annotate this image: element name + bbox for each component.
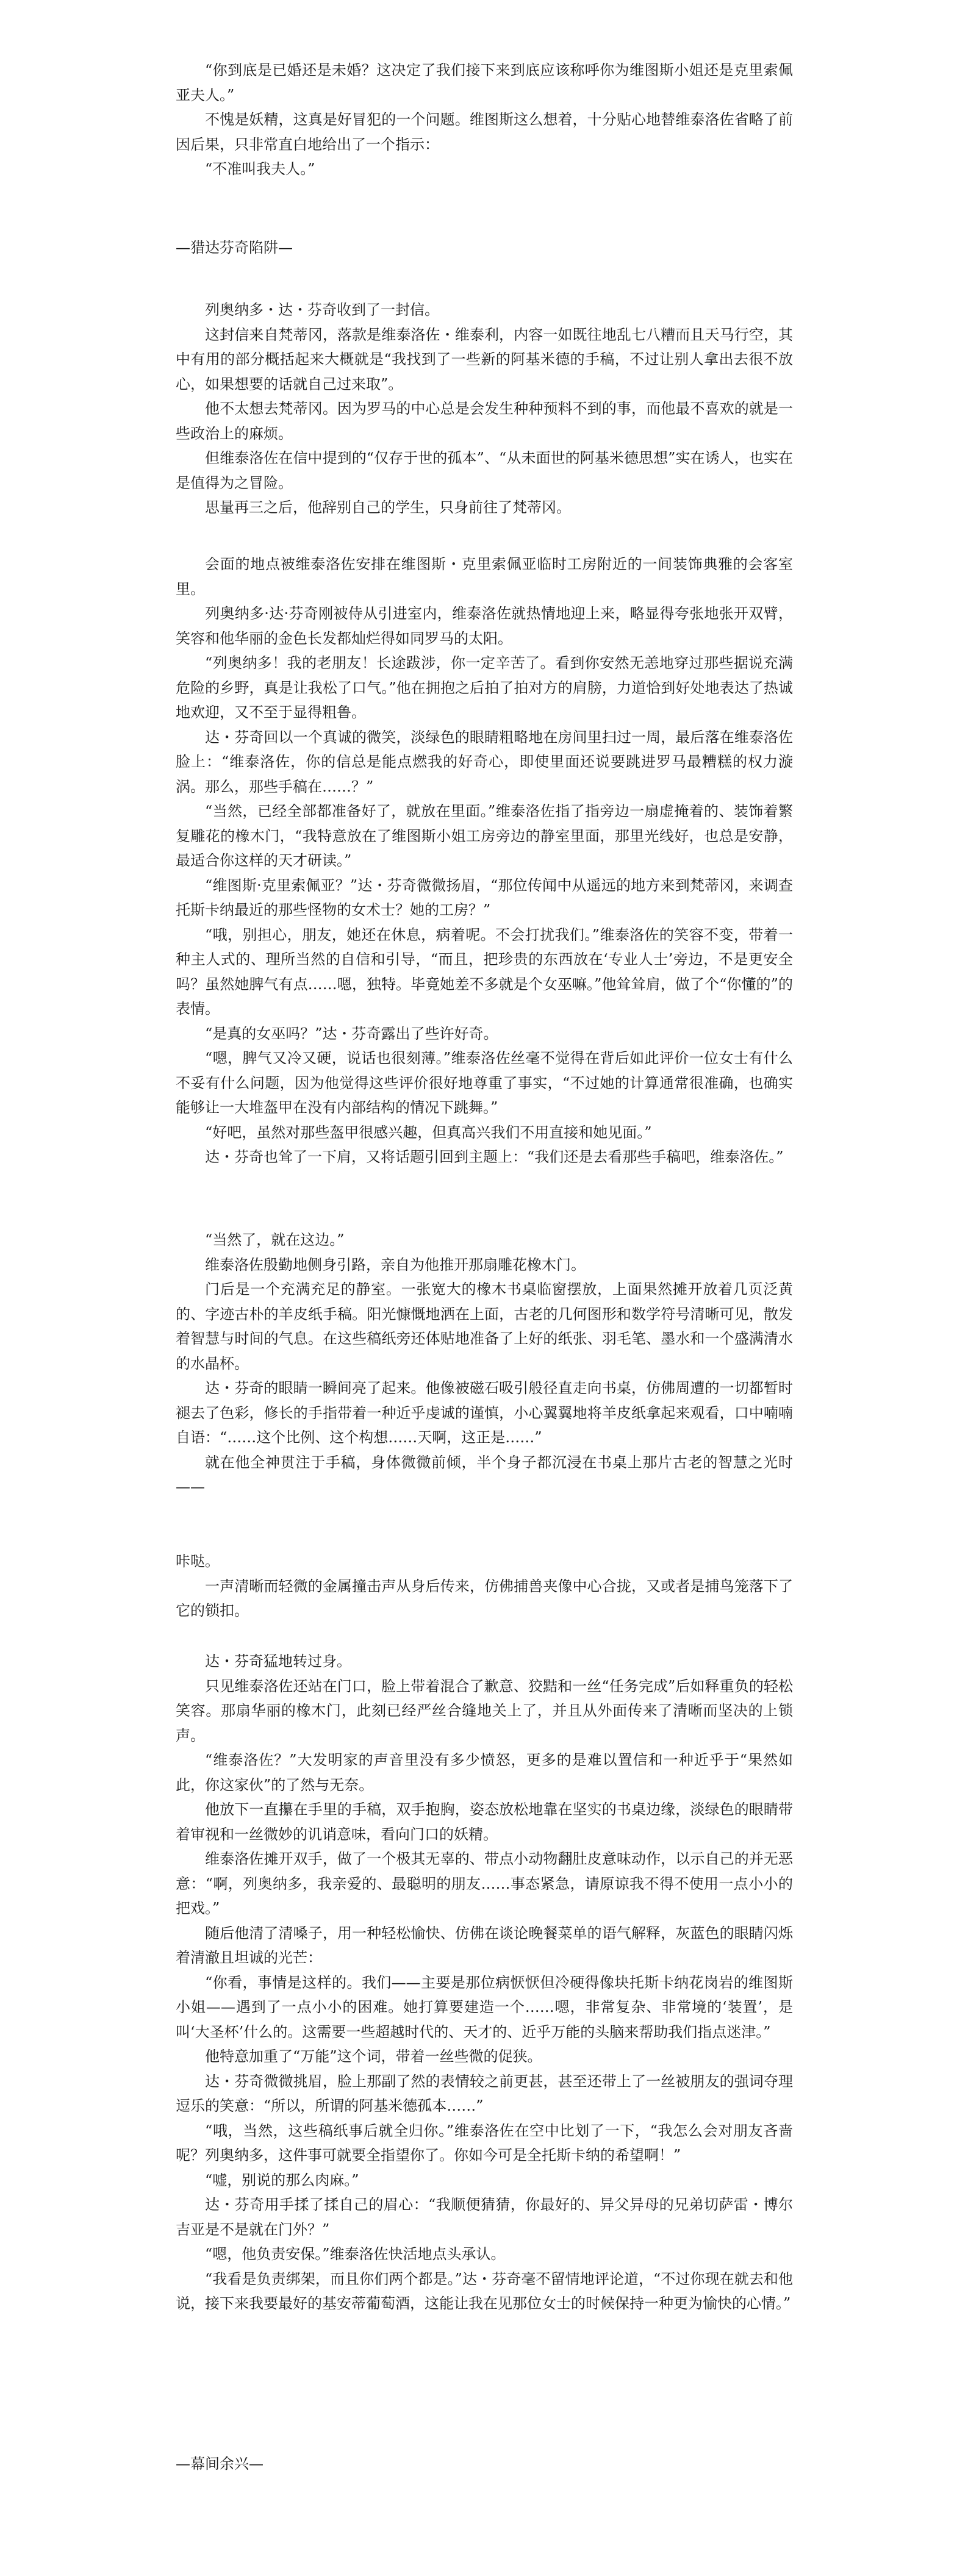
paragraph: 会面的地点被维泰洛佐安排在维图斯・克里索佩亚临时工房附近的一间装饰典雅的会客室里。 — [176, 556, 793, 598]
paragraph: “不准叫我夫人。” — [205, 160, 315, 177]
paragraph: “是真的女巫吗？”达・芬奇露出了些许好奇。 — [205, 1025, 498, 1042]
paragraph: 维泰洛佐殷勤地侧身引路，亲自为他推开那扇雕花橡木门。 — [205, 1256, 586, 1273]
paragraph: 列奥纳多・达・芬奇收到了一封信。 — [205, 301, 439, 318]
paragraph: 思量再三之后，他辞别自己的学生，只身前往了梵蒂冈。 — [205, 499, 571, 516]
part2-block — [176, 552, 793, 1170]
paragraph: 随后他清了清嗓子，用一种轻松愉快、仿佛在谈论晚餐菜单的语气解释，灰蓝色的眼睛闪烁着清澈且坦诚的光芒： — [176, 1924, 793, 1966]
paragraph: 但维泰洛佐在信中提到的“仅存于世的孤本”、“从未面世的阿基米德思想”实在诱人，也实在是值得为之冒险。 — [176, 449, 793, 492]
paragraph: 达・芬奇微微挑眉，脸上那副了然的表情较之前更甚，甚至还带上了一丝被朋友的强词夺理逗乐的笑意：“所以，所谓的阿基米德孤本……” — [176, 2072, 793, 2114]
paragraph: “你到底是已婚还是未婚？这决定了我们接下来到底应该称呼你为维图斯小姐还是克里索佩亚夫人。” — [176, 62, 793, 104]
paragraph: 他放下一直攥在手里的手稿，双手抱胸，姿态放松地靠在坚实的书桌边缘，淡绿色的眼睛带着审视和一丝微妙的讥诮意味，看向门口的妖精。 — [176, 1801, 793, 1843]
paragraph: 一声清晰而轻微的金属撞击声从身后传来，仿佛捕兽夹像中心合拢，又或者是捕鸟笼落下了它的锁扣。 — [176, 1577, 793, 1619]
paragraph: “嗯，脾气又冷又硬，说话也很刻薄。”维泰洛佐丝毫不觉得在背后如此评价一位女士有什么不妥有什么问题，因为他觉得这些评价很好地尊重了事实，“不过她的计算通常很准确，也确实能够让一大堆盔甲在没有内部结构的情况下跳舞。” — [176, 1050, 793, 1116]
footer-title: —幕间余兴— — [176, 2455, 264, 2472]
paragraph: 门后是一个充满充足的静室。一张宽大的橡木书桌临窗摆放，上面果然摊开放着几页泛黄的、字迹古朴的羊皮纸手稿。阳光慷慨地洒在上面，古老的几何图形和数学符号清晰可见，散发着智慧与时间的气息。在这些稿纸旁还体贴地准备了上好的纸张、羽毛笔、墨水和一个盛满清水的水晶杯。 — [176, 1281, 793, 1372]
paragraph: 他特意加重了“万能”这个词，带着一丝些微的促狭。 — [205, 2048, 542, 2065]
paragraph: 就在他全神贯注于手稿，身体微微前倾，半个身子都沉浸在书桌上那片古老的智慧之光时—— — [176, 1453, 793, 1495]
paragraph: 咔哒。 — [176, 1553, 220, 1570]
paragraph: 只见维泰洛佐还站在门口，脸上带着混合了歉意、狡黠和一丝“任务完成”后如释重负的轻松笑容。那扇华丽的橡木门，此刻已经严丝合缝地关上了，并且从外面传来了清晰而坚决的上锁声。 — [176, 1677, 793, 1744]
paragraph: 列奥纳多·达·芬奇刚被侍从引进室内，维泰洛佐就热情地迎上来，略显得夸张地张开双臂，笑容和他华丽的金色长发都灿烂得如同罗马的太阳。 — [176, 605, 793, 647]
paragraph: 达・芬奇的眼睛一瞬间亮了起来。他像被磁石吸引般径直走向书桌，仿佛周遭的一切都暂时褪去了色彩，修长的手指带着一种近乎虔诚的谨慎，小心翼翼地将羊皮纸拿起来观看，口中喃喃自语：“……这个比例、这个构想……天啊，这正是……” — [176, 1379, 793, 1446]
paragraph: 达・芬奇用手揉了揉自己的眉心：“我顺便猜猜，你最好的、异父异母的兄弟切萨雷・博尔吉亚是不是就在门外？” — [176, 2196, 793, 2238]
paragraph: “当然了，就在这边。” — [205, 1231, 345, 1248]
paragraph: 这封信来自梵蒂冈，落款是维泰洛佐・维泰利，内容一如既往地乱七八糟而且天马行空，其中有用的部分概括起来大概就是“我找到了一些新的阿基米德的手稿，不过让别人拿出去很不放心，如果想要的话就自己过来取”。 — [176, 326, 793, 393]
paragraph: “哦，当然，这些稿纸事后就全归你。”维泰洛佐在空中比划了一下，“我怎么会对朋友吝啬呢？列奥纳多，这件事可就要全指望你了。你如今可是全托斯卡纳的希望啊！” — [176, 2122, 793, 2164]
paragraph: 他不太想去梵蒂冈。因为罗马的中心总是会发生种种预料不到的事，而他最不喜欢的就是一些政治上的麻烦。 — [176, 400, 793, 442]
part3-block — [176, 1228, 793, 1500]
paragraph: 维泰洛佐摊开双手，做了一个极其无辜的、带点小动物翻肚皮意味动作，以示自己的并无恶意：“啊，列奥纳多，我亲爱的、最聪明的朋友……事态紧急，请原谅我不得不使用一点小小的把戏。” — [176, 1850, 793, 1917]
paragraph: “维图斯·克里索佩亚？”达・芬奇微微扬眉，“那位传闻中从遥远的地方来到梵蒂冈，来调查托斯卡纳最近的那些怪物的女术士？她的工房？” — [176, 876, 793, 918]
paragraph: 达・芬奇也耸了一下肩，又将话题引回到主题上：“我们还是去看那些手稿吧，维泰洛佐。” — [205, 1148, 784, 1165]
paragraph: “你看，事情是这样的。我们——主要是那位病恹恹但冷硬得像块托斯卡纳花岗岩的维图斯小姐——遇到了一点小小的困难。她打算要建造一个……嗯，非常复杂、非常境的‘装置’，是叫‘大圣杯’什么的。这需要一些超越时代的、天才的、近乎万能的头脑来帮助我们指点迷津。” — [176, 1973, 793, 2041]
paragraph: “嘘，别说的那么肉麻。” — [205, 2171, 359, 2189]
intro-block — [176, 58, 793, 182]
paragraph: “列奥纳多！我的老朋友！长途跋涉，你一定辛苦了。看到你安然无恙地穿过那些据说充满危险的乡野，真是让我松了口气。”他在拥抱之后拍了拍对方的肩膀，力道恰到好处地表达了热诚地欢迎，又不至于显得粗鲁。 — [176, 654, 793, 721]
paragraph: “维泰洛佐？”大发明家的声音里没有多少愤怒，更多的是难以置信和一种近乎于“果然如此，你这家伙”的了然与无奈。 — [176, 1751, 793, 1794]
part4-block — [176, 1549, 793, 1623]
paragraph: “好吧，虽然对那些盔甲很感兴趣，但真高兴我们不用直接和她见面。” — [205, 1123, 652, 1141]
part1-block — [176, 298, 793, 520]
section-title: —猎达芬奇陷阱— — [176, 239, 293, 256]
paragraph: 达・芬奇猛地转过身。 — [205, 1653, 351, 1670]
paragraph: “当然，已经全部都准备好了，就放在里面。”维泰洛佐指了指旁边一扇虚掩着的、装饰着繁复雕花的橡木门，“我特意放在了维图斯小姐工房旁边的静室里面，那里光线好，也总是安静，最适合你这样的天才研读。” — [176, 803, 793, 869]
paragraph: “哦，别担心，朋友，她还在休息，病着呢。不会打扰我们。”维泰洛佐的笑容不变，带着一种主人式的、理所当然的自信和引导，“而且，把珍贵的东西放在‘专业人士’旁边，不是更安全吗？虽然她脾气有点……嗯，独特。毕竟她差不多就是个女巫嘛。”他耸耸肩，做了个“你懂的”的表情。 — [176, 926, 793, 1017]
paragraph: 不愧是妖精，这真是好冒犯的一个问题。维图斯这么想着，十分贴心地替维泰洛佐省略了前因后果，只非常直白地给出了一个指示： — [176, 111, 793, 153]
paragraph: “嗯，他负责安保。”维泰洛佐快活地点头承认。 — [205, 2245, 506, 2263]
paragraph: “我看是负责绑架，而且你们两个都是。”达・芬奇毫不留情地评论道，“不过你现在就去和他说，接下来我要最好的基安蒂葡萄酒，这能让我在见那位女士的时候保持一种更为愉快的心情。” — [176, 2270, 793, 2312]
paragraph: 达・芬奇回以一个真诚的微笑，淡绿色的眼睛粗略地在房间里扫过一周，最后落在维泰洛佐脸上：“维泰洛佐，你的信总是能点燃我的好奇心，即使里面还说要跳进罗马最糟糕的权力漩涡。那么，那些手稿在……？” — [176, 728, 793, 795]
part5-block — [176, 1649, 793, 2316]
